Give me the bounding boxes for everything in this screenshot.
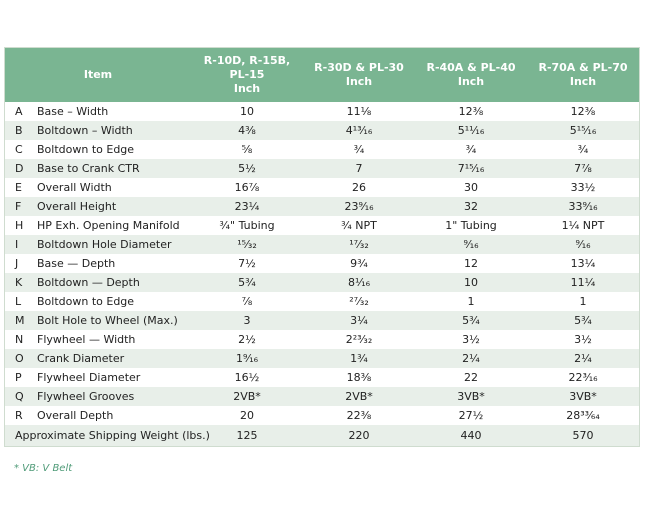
row-value: 1" Tubing: [445, 219, 497, 232]
row-item-label: Overall Depth: [37, 409, 114, 422]
row-value: 5½: [191, 159, 303, 178]
row-value: 2¼: [415, 349, 527, 368]
row-item-label: Overall Height: [33, 197, 191, 216]
row-value: 1: [467, 295, 475, 308]
row-value: 8¹⁄₁₆: [303, 273, 415, 292]
row-value: ⅝: [241, 143, 253, 156]
spec-table-frame: [4, 47, 640, 447]
row-value: ⅞: [241, 295, 253, 308]
row-value: ¾: [353, 143, 365, 156]
row-value: 3VB*: [415, 387, 527, 406]
table-row: [5, 140, 639, 159]
row-value: 23⁹⁄₁₆: [303, 197, 415, 216]
row-value: 1: [579, 295, 587, 308]
row-item-label: Boltdown — Depth: [33, 273, 191, 292]
table-row: [5, 159, 639, 178]
row-item-label: Boltdown – Width: [33, 121, 191, 140]
row-item-label: Base – Width: [37, 105, 109, 118]
shipping-weight-row: [5, 425, 639, 446]
row-value: 12⅜: [458, 105, 484, 118]
unit-label: Inch: [233, 82, 261, 95]
row-letter: J: [15, 257, 19, 270]
shipping-weight-value: 220: [303, 425, 415, 446]
table-row: [5, 292, 639, 311]
pump-dimensions-table: [5, 48, 639, 446]
row-value: 3½: [462, 333, 480, 346]
table-row: [5, 406, 639, 425]
row-letter: D: [5, 159, 33, 178]
row-item-label: Base to Crank CTR: [33, 159, 191, 178]
model-names: R-40A & PL-40: [426, 61, 516, 74]
row-value: 12⅜: [570, 105, 596, 118]
row-value: 5¾: [527, 311, 639, 330]
row-value: 4⅜: [191, 121, 303, 140]
row-value: 1¾: [303, 349, 415, 368]
row-value: 16⅞: [234, 181, 260, 194]
table-row: [5, 330, 639, 349]
row-value: 22: [464, 371, 478, 384]
row-value: 2½: [238, 333, 256, 346]
table-row: [5, 387, 639, 406]
row-value: ¹⁵⁄₃₂: [191, 235, 303, 254]
row-item-label: Bolt Hole to Wheel (Max.): [33, 311, 191, 330]
table-row: [5, 197, 639, 216]
row-value: 3¼: [303, 311, 415, 330]
row-item-label: Flywheel — Width: [37, 333, 136, 346]
column-header-model-3: [415, 48, 527, 102]
model-names: R-30D & PL-30: [314, 61, 404, 74]
row-letter: H: [15, 219, 24, 232]
row-value: ¾: [465, 143, 477, 156]
table-row: [5, 102, 639, 121]
row-letter: C: [15, 143, 23, 156]
row-item-label: Base — Depth: [37, 257, 116, 270]
row-value: 5¾: [191, 273, 303, 292]
row-value: ¾: [577, 143, 589, 156]
row-value: 11¼: [527, 273, 639, 292]
column-header-item: [5, 48, 191, 102]
row-value: 5¾: [415, 311, 527, 330]
table-header: [5, 48, 639, 102]
row-value: 33⁹⁄₁₆: [527, 197, 639, 216]
row-value: 11⅛: [346, 105, 372, 118]
unit-label: Inch: [345, 75, 373, 88]
row-value: ⁹⁄₁₆: [527, 235, 639, 254]
row-value: 26: [352, 181, 366, 194]
row-letter: F: [5, 197, 33, 216]
row-value: ¾ NPT: [341, 219, 377, 232]
table-row: [5, 121, 639, 140]
row-item-label: Boltdown Hole Diameter: [33, 235, 191, 254]
model-names: R-70A & PL-70: [538, 61, 628, 74]
row-value: 7⅞: [527, 159, 639, 178]
table-row: [5, 311, 639, 330]
vb-footnote: * VB: V Belt: [14, 463, 73, 474]
table-row: [5, 178, 639, 197]
table-row: [5, 368, 639, 387]
row-letter: I: [5, 235, 33, 254]
row-value: 5¹⁵⁄₁₆: [527, 121, 639, 140]
row-value: 7: [303, 159, 415, 178]
row-value: 10: [240, 105, 254, 118]
row-value: 28³³⁄₆₄: [566, 409, 600, 422]
row-value: 1⁹⁄₁₆: [191, 349, 303, 368]
row-value: 3: [191, 311, 303, 330]
table-row: [5, 273, 639, 292]
row-value: 16½: [234, 371, 260, 384]
row-value: ⁹⁄₁₆: [415, 235, 527, 254]
row-letter: N: [15, 333, 24, 346]
row-letter: K: [5, 273, 33, 292]
column-header-model-2: [303, 48, 415, 102]
row-value: 23¼: [191, 197, 303, 216]
item-header-label: Item: [83, 68, 113, 81]
row-value: 2²³⁄₃₂: [345, 333, 373, 346]
row-letter: R: [15, 409, 23, 422]
row-value: ¹⁷⁄₃₂: [303, 235, 415, 254]
shipping-weight-value: 125: [191, 425, 303, 446]
column-header-model-4: [527, 48, 639, 102]
row-item-label: Crank Diameter: [33, 349, 191, 368]
row-value: 12: [464, 257, 478, 270]
row-value: 2¼: [527, 349, 639, 368]
row-value: 2VB*: [303, 387, 415, 406]
row-value: 22⅜: [346, 409, 372, 422]
row-letter: P: [15, 371, 22, 384]
row-value: 32: [415, 197, 527, 216]
row-item-label: HP Exh. Opening Manifold: [37, 219, 180, 232]
row-item-label: Boltdown to Edge: [37, 143, 135, 156]
table-row: [5, 349, 639, 368]
summary-body: [5, 425, 639, 446]
table-row: [5, 254, 639, 273]
row-value: 10: [415, 273, 527, 292]
row-letter: E: [15, 181, 22, 194]
row-value: 1¼ NPT: [561, 219, 605, 232]
model-names: R-10D, R-15B, PL-15: [203, 54, 291, 81]
row-letter: M: [5, 311, 33, 330]
row-value: 3VB*: [527, 387, 639, 406]
row-value: 7½: [238, 257, 256, 270]
unit-label: Inch: [569, 75, 597, 88]
row-item-label: Flywheel Diameter: [37, 371, 141, 384]
shipping-weight-label: Approximate Shipping Weight (lbs.): [5, 425, 191, 446]
row-item-label: Boltdown to Edge: [37, 295, 135, 308]
row-value: 22³⁄₁₆: [568, 371, 598, 384]
row-value: ¾" Tubing: [219, 219, 275, 232]
row-value: 3½: [574, 333, 592, 346]
shipping-weight-value: 440: [415, 425, 527, 446]
row-item-label: Overall Width: [37, 181, 112, 194]
row-value: 27½: [458, 409, 484, 422]
table-row: [5, 235, 639, 254]
row-value: 30: [464, 181, 478, 194]
unit-label: Inch: [457, 75, 485, 88]
row-value: 5¹¹⁄₁₆: [415, 121, 527, 140]
row-letter: A: [15, 105, 23, 118]
row-value: 7¹⁵⁄₁₆: [415, 159, 527, 178]
row-value: 18⅜: [346, 371, 372, 384]
row-value: 33½: [570, 181, 596, 194]
row-value: 2VB*: [191, 387, 303, 406]
row-value: ²⁷⁄₃₂: [349, 295, 369, 308]
spec-table-body: [5, 102, 639, 425]
row-value: 9¾: [350, 257, 368, 270]
row-value: 20: [240, 409, 254, 422]
row-letter: B: [5, 121, 33, 140]
row-value: 4¹³⁄₁₆: [303, 121, 415, 140]
row-letter: O: [5, 349, 33, 368]
row-letter: L: [15, 295, 22, 308]
row-item-label: Flywheel Grooves: [33, 387, 191, 406]
row-value: 13¼: [570, 257, 596, 270]
table-row: [5, 216, 639, 235]
row-letter: Q: [5, 387, 33, 406]
shipping-weight-value: 570: [527, 425, 639, 446]
column-header-model-1: [191, 48, 303, 102]
